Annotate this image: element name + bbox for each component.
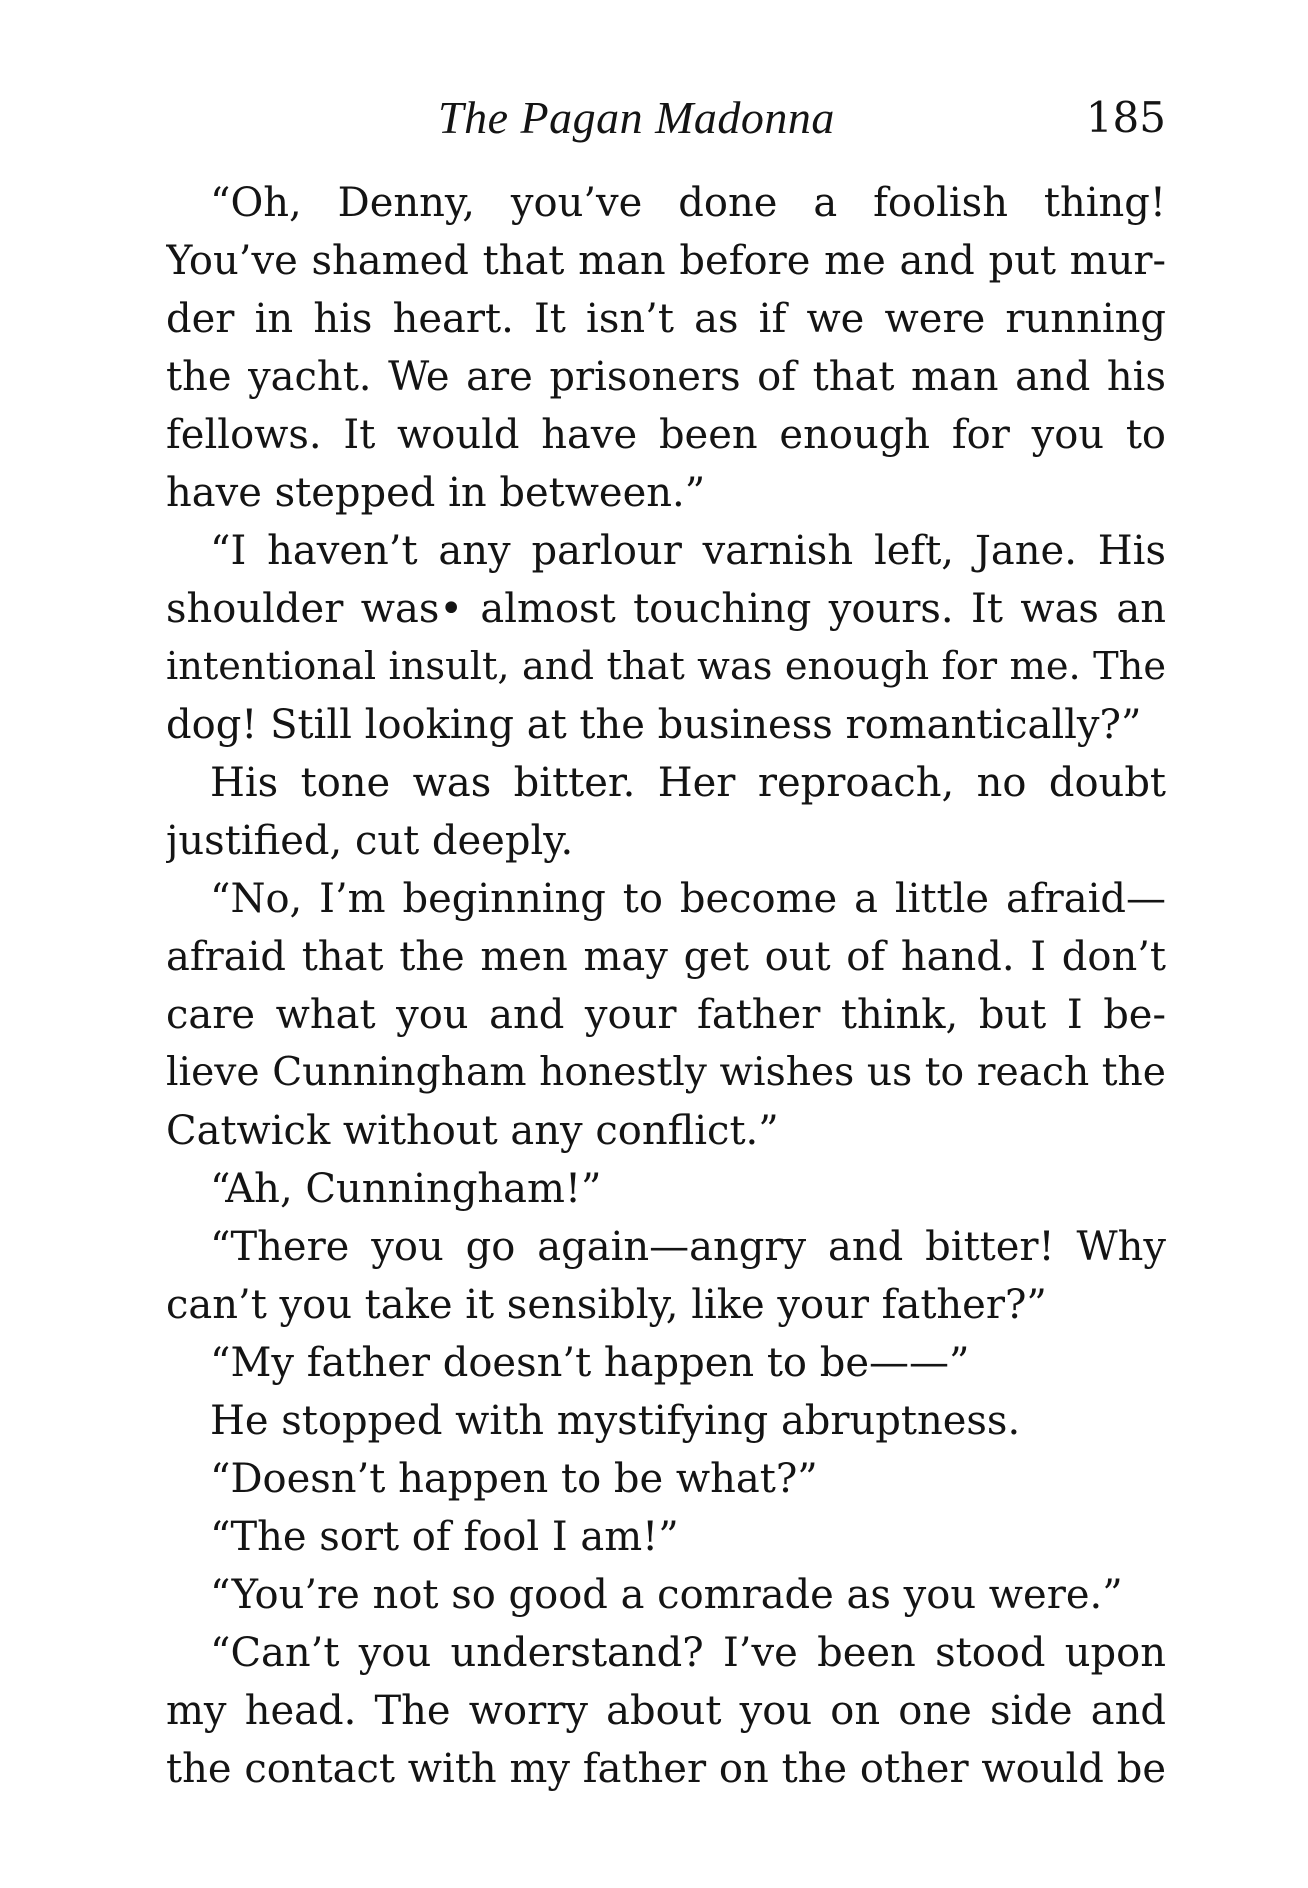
text-line: You’ve shamed that man before me and put mur- [166,238,1166,284]
text-line: dog! Still looking at the business romantically?” [166,702,1142,748]
page-number: 185 [1085,93,1166,142]
text-line: “Doesn’t happen to be what?” [210,1456,818,1502]
text-line: “There you go again—angry and bitter! Why [210,1224,1166,1270]
text-line: He stopped with mystifying abruptness. [210,1398,1021,1444]
text-line: my head. The worry about you on one side and [166,1688,1166,1734]
running-title: The Pagan Madonna [438,92,835,143]
text-line: “The sort of fool I am!” [210,1514,679,1560]
running-head [438,88,1166,148]
text-line: “No, I’m beginning to become a little afraid— [210,876,1166,922]
text-line: care what you and your father think, but I be- [166,992,1166,1038]
text-line: “I haven’t any parlour varnish left, Jane. His [210,528,1166,574]
text-line: “My father doesn’t happen to be——” [210,1340,970,1386]
text-line: “You’re not so good a comrade as you were.” [210,1572,1123,1618]
text-line: can’t you take it sensibly, like your father?” [166,1282,1047,1328]
text-line: justified, cut deeply. [166,818,574,864]
text-line: afraid that the men may get out of hand. I don’t [166,934,1166,980]
text-line: der in his heart. It isn’t as if we were running [166,296,1166,342]
text-line: “Can’t you understand? I’ve been stood upon [210,1630,1166,1676]
text-line: “Oh, Denny, you’ve done a foolish thing! [210,180,1166,226]
body-text [166,174,1166,1798]
text-line: the yacht. We are prisoners of that man and his [166,354,1166,400]
text-line: fellows. It would have been enough for you to [166,412,1166,458]
text-line: have stepped in between.” [166,470,706,516]
text-line: shoulder was• almost touching yours. It was an [166,586,1166,632]
text-line: intentional insult, and that was enough for me. The [166,644,1166,689]
text-line: the contact with my father on the other would be [166,1746,1166,1792]
text-line: lieve Cunningham honestly wishes us to reach the [166,1050,1166,1095]
text-line: His tone was bitter. Her reproach, no doubt [210,760,1166,806]
text-line: “Ah, Cunningham!” [210,1166,602,1212]
text-line: Catwick without any conflict.” [166,1108,779,1154]
